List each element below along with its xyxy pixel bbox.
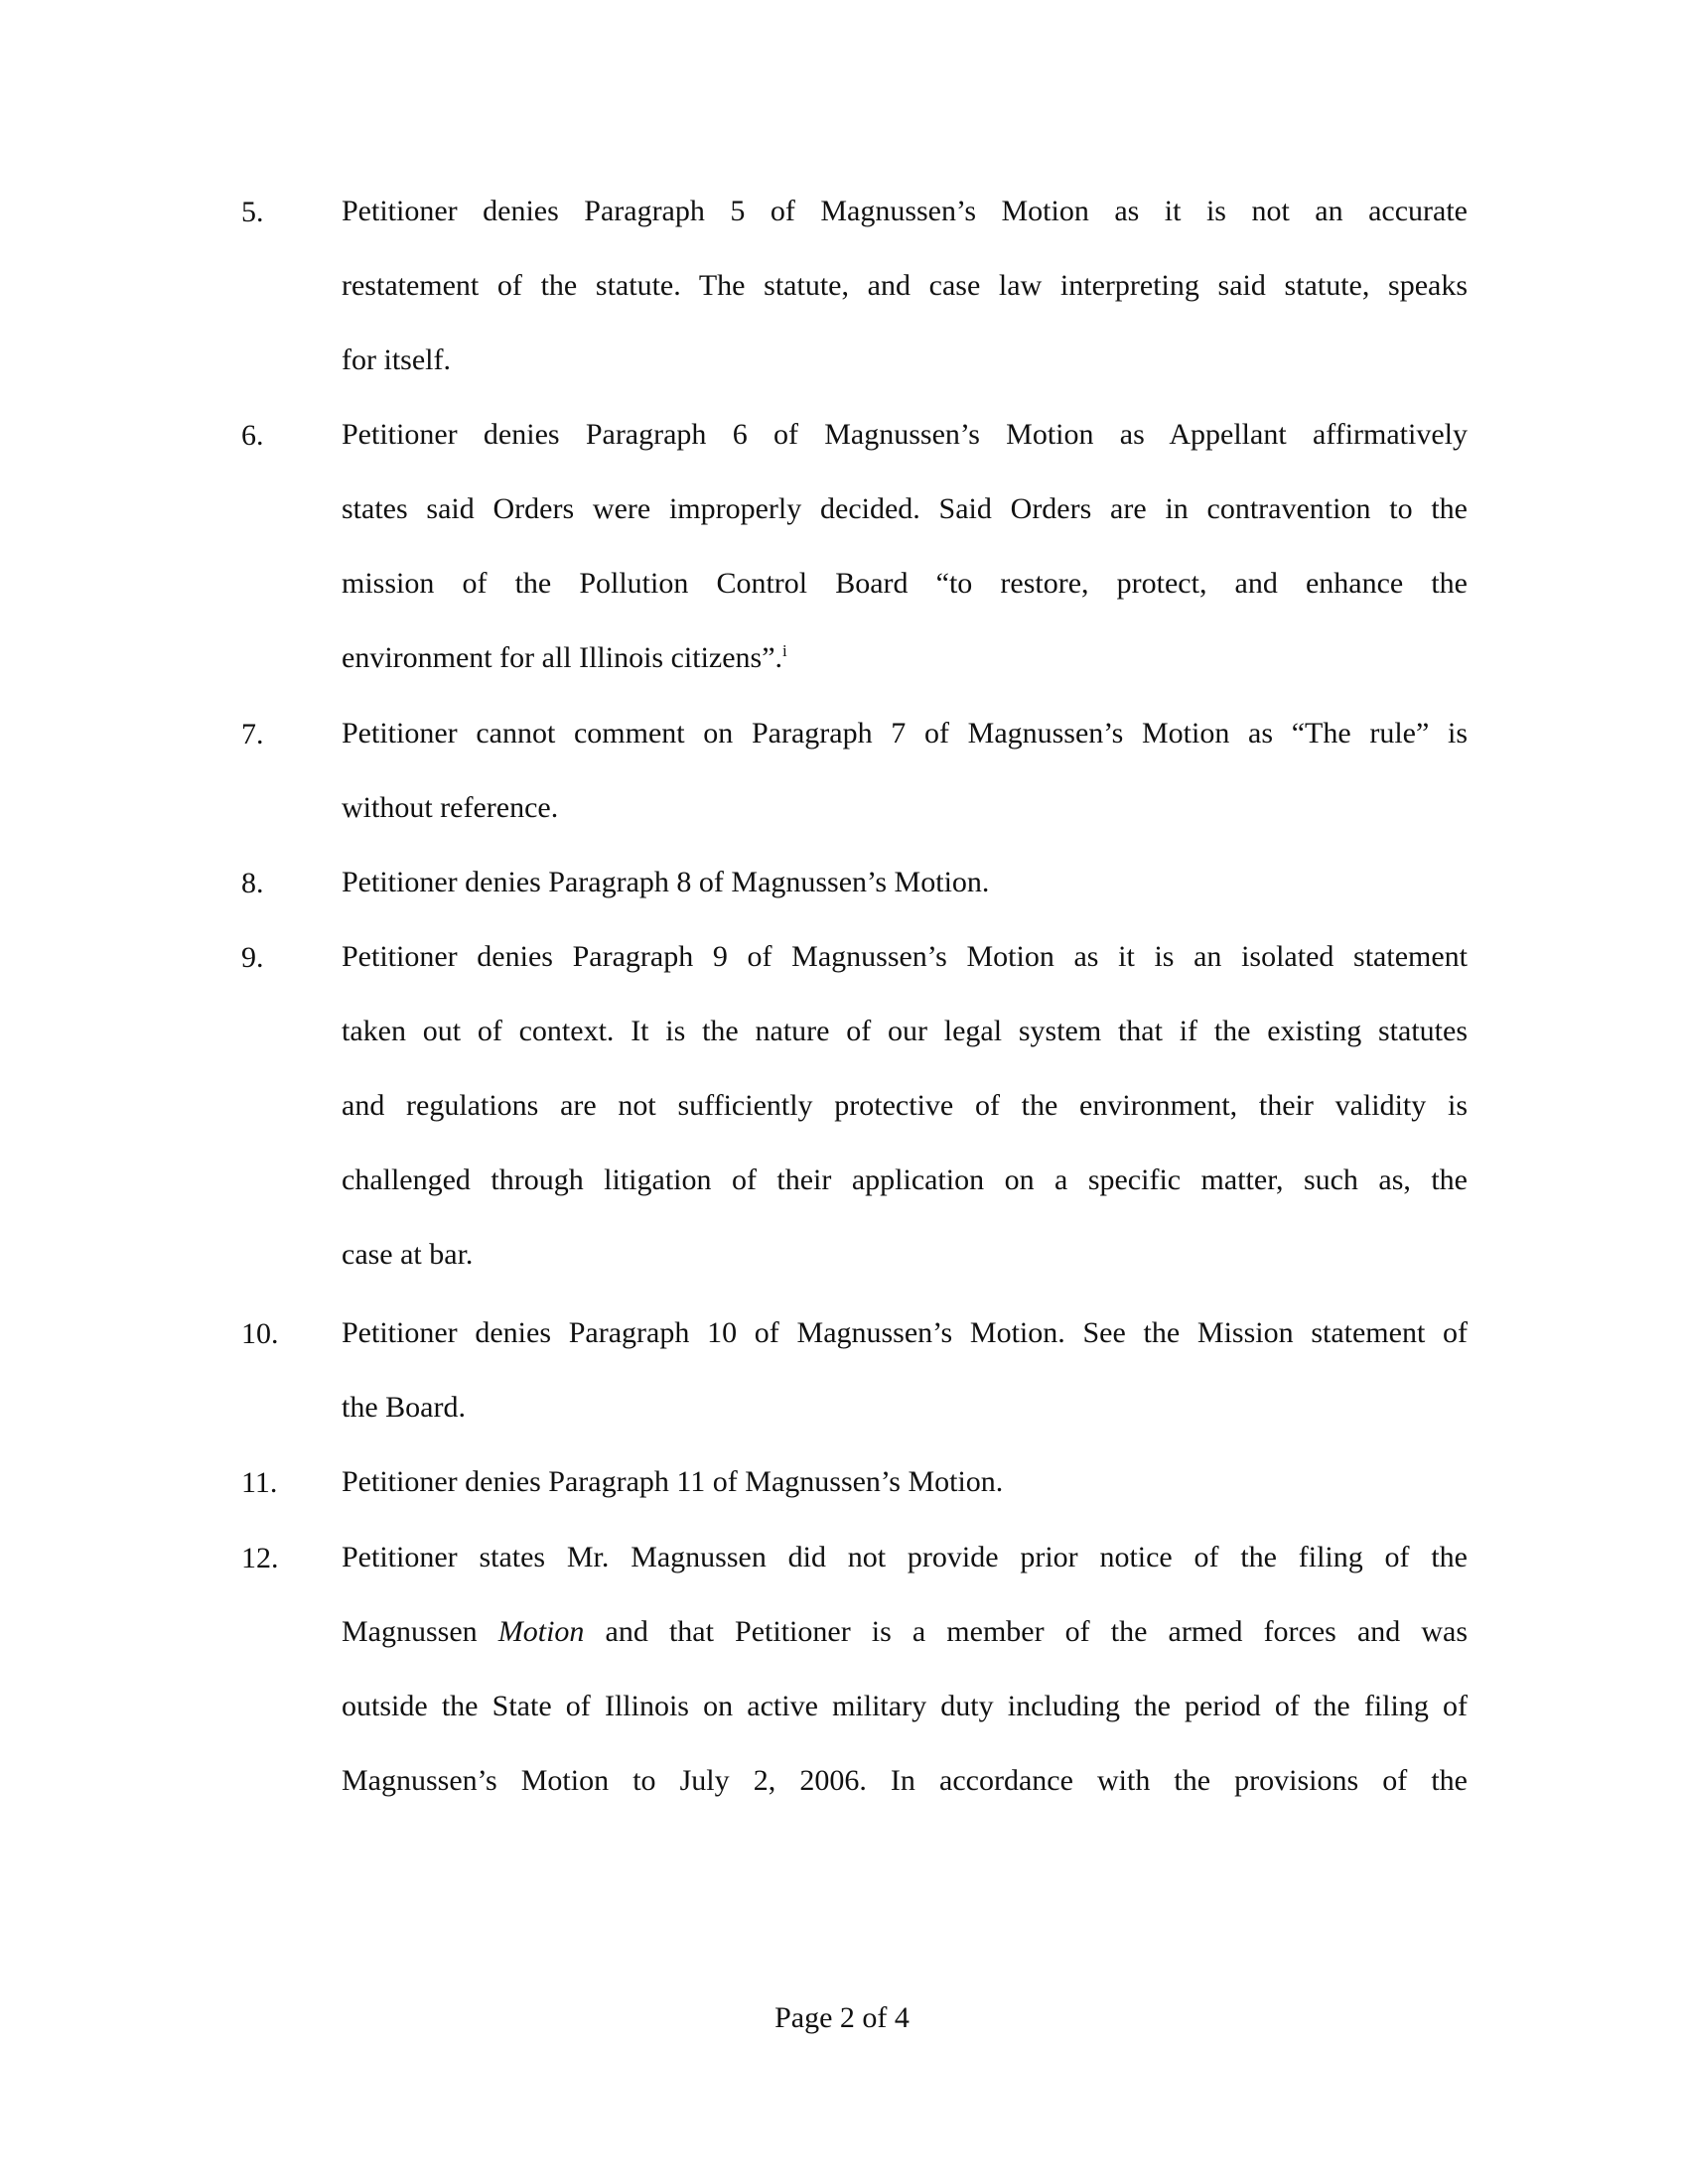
paragraph-number: 7. xyxy=(241,718,264,751)
paragraph-line: for itself. xyxy=(342,343,451,376)
paragraph-number: 8. xyxy=(241,867,264,899)
line-segment: and that Petitioner is a member of the armed forces and was xyxy=(605,1615,1469,1648)
line-segment: Magnussen xyxy=(342,1615,478,1648)
paragraph-line: the Board. xyxy=(342,1391,466,1424)
paragraph-line: Magnussen’s Motion to July 2, 2006. In accordance with the provisions of the xyxy=(342,1764,1468,1797)
paragraph-line: Petitioner denies Paragraph 11 of Magnussen’s Motion. xyxy=(342,1465,1004,1498)
paragraph-line: and regulations are not sufficiently protective of the environment, their validity is xyxy=(342,1089,1468,1122)
paragraph-line: Petitioner denies Paragraph 10 of Magnussen’s Motion. See the Mission statement of xyxy=(342,1316,1468,1349)
paragraph-line: states said Orders were improperly decided. Said Orders are in contravention to the xyxy=(342,492,1468,525)
paragraph-line: case at bar. xyxy=(342,1238,474,1271)
paragraph-line: mission of the Pollution Control Board “to restore, protect, and enhance the xyxy=(342,567,1468,600)
italic-motion: Motion xyxy=(497,1615,585,1648)
paragraph-line: outside the State of Illinois on active military duty including the period of the filing of xyxy=(342,1690,1468,1722)
paragraph-number: 5. xyxy=(241,196,264,228)
page-number-footer: Page 2 of 4 xyxy=(774,2001,910,2034)
paragraph-line: restatement of the statute. The statute, and case law interpreting said statute, speaks xyxy=(342,269,1468,302)
paragraph-line: Petitioner denies Paragraph 6 of Magnussen’s Motion as Appellant affirmatively xyxy=(342,418,1468,451)
paragraph-line: Petitioner cannot comment on Paragraph 7 of Magnussen’s Motion as “The rule” is xyxy=(342,717,1468,750)
paragraph-line: without reference. xyxy=(342,791,559,824)
paragraph-number: 9. xyxy=(241,941,264,974)
paragraph-line: environment for all Illinois citizens”. xyxy=(342,641,783,674)
paragraph-line: Petitioner states Mr. Magnussen did not provide prior notice of the filing of the xyxy=(342,1541,1468,1573)
paragraph-line: challenged through litigation of their application on a specific matter, such as, the xyxy=(342,1163,1468,1196)
paragraph-number: 11. xyxy=(241,1466,278,1499)
paragraph-number: 6. xyxy=(241,419,264,452)
paragraph-line: Petitioner denies Paragraph 5 of Magnussen’s Motion as it is not an accurate xyxy=(342,195,1468,227)
paragraph-line-with-footnote xyxy=(342,638,1468,678)
paragraph-number: 10. xyxy=(241,1317,279,1350)
paragraph-line: Petitioner denies Paragraph 9 of Magnussen’s Motion as it is an isolated statement xyxy=(342,940,1468,973)
paragraph-line-mixed xyxy=(342,1612,1468,1652)
paragraph-line: taken out of context. It is the nature of our legal system that if the existing statutes xyxy=(342,1015,1468,1047)
paragraph-number: 12. xyxy=(241,1542,279,1574)
paragraph-line: Petitioner denies Paragraph 8 of Magnussen’s Motion. xyxy=(342,866,990,898)
footnote-mark: i xyxy=(782,641,787,660)
